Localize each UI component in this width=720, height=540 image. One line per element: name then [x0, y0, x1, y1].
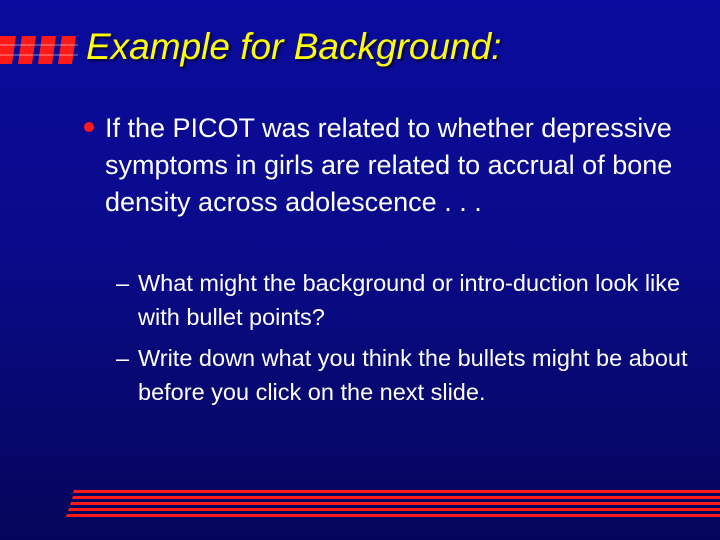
decor-bar [0, 36, 16, 64]
title-decoration-bars [0, 30, 78, 68]
decor-stripe [0, 44, 78, 46]
bullet-dot [84, 122, 94, 132]
decor-line [66, 514, 720, 517]
decor-stripe [0, 54, 78, 56]
decor-line [73, 490, 720, 493]
sub-bullet-item [116, 341, 696, 409]
sub-bullet-text: Write down what you think the bullets might be about before you click on the next slide. [138, 345, 688, 405]
sub-bullet-text: What might the background or intro-duction look like with bullet points? [138, 270, 681, 330]
bullet-text: If the PICOT was related to whether depressive symptoms in girls are related to accrual of bone density across adolescence . . . [105, 113, 673, 217]
sub-bullet-dash: – [116, 270, 130, 296]
bullet-item [84, 110, 684, 221]
sub-bullet-item [116, 266, 696, 334]
decor-line [68, 508, 720, 511]
decor-bar [38, 36, 56, 64]
bottom-decoration-lines [66, 490, 720, 520]
slide-title: Example for Background: [86, 26, 502, 67]
decor-bar [18, 36, 36, 64]
decor-line [72, 496, 720, 499]
decor-bar [58, 36, 76, 64]
decor-line [70, 502, 720, 505]
sub-bullet-dash: – [116, 345, 130, 371]
